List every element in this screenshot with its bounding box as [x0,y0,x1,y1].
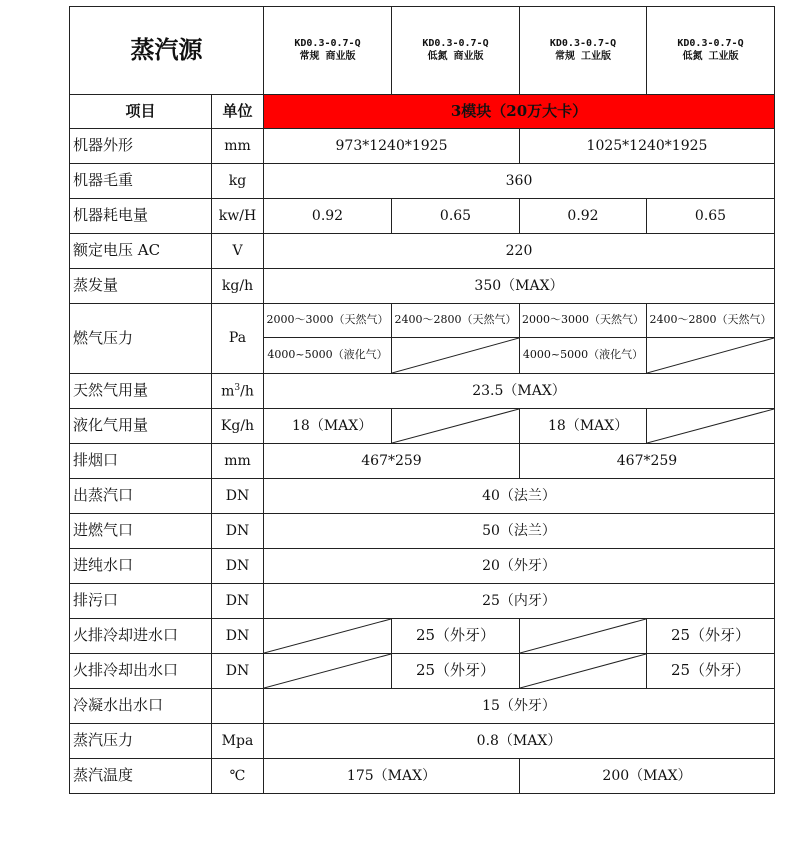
table-row [70,549,775,584]
row-label: 额定电压 AC [70,234,212,269]
cell-value: 4000~5000（液化气） [264,338,392,374]
cell-value: 2000～3000（天然气） [264,304,392,338]
row-label: 液化气用量 [70,409,212,444]
unit-base: m [221,383,235,400]
cell-value: 0.65 [392,199,520,234]
row-unit: Kg/h [212,409,264,444]
row-label: 排烟口 [70,444,212,479]
row-label: 机器外形 [70,129,212,164]
cell-value: 360 [264,164,775,199]
empty-diagonal-cell [520,619,647,654]
table-row [70,444,775,479]
header-row [70,7,775,95]
row-label: 火排冷却出水口 [70,654,212,689]
cell-value: 18（MAX） [264,409,392,444]
table-row [70,724,775,759]
row-unit: DN [212,584,264,619]
unit-tail: /h [240,383,254,400]
row-label: 进纯水口 [70,549,212,584]
unit-superscript: 3 [234,382,241,393]
cell-value: 20（外牙） [264,549,775,584]
cell-value: 2000～3000（天然气） [520,304,647,338]
cell-value: 467*259 [520,444,775,479]
empty-diagonal-cell [264,619,392,654]
row-unit: kg [212,164,264,199]
table-row [70,409,775,444]
cell-value: 4000~5000（液化气） [520,338,647,374]
model-header-3 [520,7,647,95]
row-label: 冷凝水出水口 [70,689,212,724]
cell-value: 200（MAX） [520,759,775,794]
table-row [70,619,775,654]
column-header-row [70,95,775,129]
table-row [70,479,775,514]
cell-value: 220 [264,234,775,269]
cell-value: 0.92 [264,199,392,234]
diagonal-line [647,338,774,373]
row-unit: DN [212,549,264,584]
row-label: 机器毛重 [70,164,212,199]
row-label: 燃气压力 [70,304,212,374]
model-code: KD0.3-0.7-Q [294,38,361,49]
table-row [70,514,775,549]
model-code: KD0.3-0.7-Q [549,38,617,49]
row-label: 蒸汽温度 [70,759,212,794]
model-desc: 低氮 工业版 [682,50,739,62]
table-row [70,199,775,234]
cell-value: 350（MAX） [264,269,775,304]
model-code: KD0.3-0.7-Q [677,38,744,49]
empty-diagonal-cell [392,409,520,444]
cell-value: 25（外牙） [647,654,775,689]
table-row [70,269,775,304]
table-row [70,304,775,338]
row-label: 火排冷却进水口 [70,619,212,654]
row-unit: ℃ [212,759,264,794]
table-row [70,584,775,619]
row-label: 蒸汽压力 [70,724,212,759]
model-desc: 常规 工业版 [554,50,612,62]
cell-value: 40（法兰） [264,479,775,514]
diagonal-line [520,654,646,688]
cell-value: 1025*1240*1925 [520,129,775,164]
row-unit: kg/h [212,269,264,304]
cell-value: 50（法兰） [264,514,775,549]
cell-value: 0.92 [520,199,647,234]
row-unit: DN [212,479,264,514]
empty-diagonal-cell [264,654,392,689]
table-row [70,164,775,199]
row-unit: DN [212,514,264,549]
cell-value: 25（外牙） [392,654,520,689]
empty-diagonal-cell [520,654,647,689]
spec-table [69,6,775,794]
model-header-1 [264,7,392,95]
cell-value: 973*1240*1925 [264,129,520,164]
model-header-4 [647,7,775,95]
row-unit [212,689,264,724]
model-desc: 低氮 商业版 [427,50,484,62]
cell-value: 0.8（MAX） [264,724,775,759]
row-unit: DN [212,619,264,654]
empty-diagonal-cell [392,338,520,374]
cell-value: 175（MAX） [264,759,520,794]
row-unit: V [212,234,264,269]
table-row [70,654,775,689]
diagonal-line [264,619,391,653]
row-unit: kw/H [212,199,264,234]
empty-diagonal-cell [647,338,775,374]
row-label: 蒸发量 [70,269,212,304]
cell-value: 25（外牙） [647,619,775,654]
row-label: 机器耗电量 [70,199,212,234]
row-unit: mm [212,129,264,164]
diagonal-line [520,619,646,653]
table-row [70,759,775,794]
row-unit: Mpa [212,724,264,759]
row-unit [212,374,264,409]
empty-diagonal-cell [647,409,775,444]
diagonal-line [264,654,391,688]
diagonal-line [392,338,519,373]
col-unit-header: 单位 [212,95,264,129]
cell-value: 15（外牙） [264,689,775,724]
row-label: 排污口 [70,584,212,619]
col-item-header: 项目 [70,95,212,129]
table-row [70,374,775,409]
cell-value: 2400～2800（天然气） [647,304,775,338]
cell-value: 2400～2800（天然气） [392,304,520,338]
row-unit: Pa [212,304,264,374]
row-label: 天然气用量 [70,374,212,409]
table-title: 蒸汽源 [70,7,264,95]
row-label: 出蒸汽口 [70,479,212,514]
table-row [70,234,775,269]
cell-value: 25（内牙） [264,584,775,619]
cell-value: 18（MAX） [520,409,647,444]
model-code: KD0.3-0.7-Q [422,38,489,49]
cell-value: 25（外牙） [392,619,520,654]
cell-value: 0.65 [647,199,775,234]
cell-value: 467*259 [264,444,520,479]
model-header-2 [392,7,520,95]
model-desc: 常规 商业版 [299,50,356,62]
table-row [70,689,775,724]
row-label: 进燃气口 [70,514,212,549]
table-row [70,129,775,164]
cell-value: 23.5（MAX） [264,374,775,409]
row-unit: DN [212,654,264,689]
capacity-banner: 3模块（20万大卡） [264,95,775,129]
row-unit: mm [212,444,264,479]
diagonal-line [392,409,519,443]
diagonal-line [647,409,774,443]
